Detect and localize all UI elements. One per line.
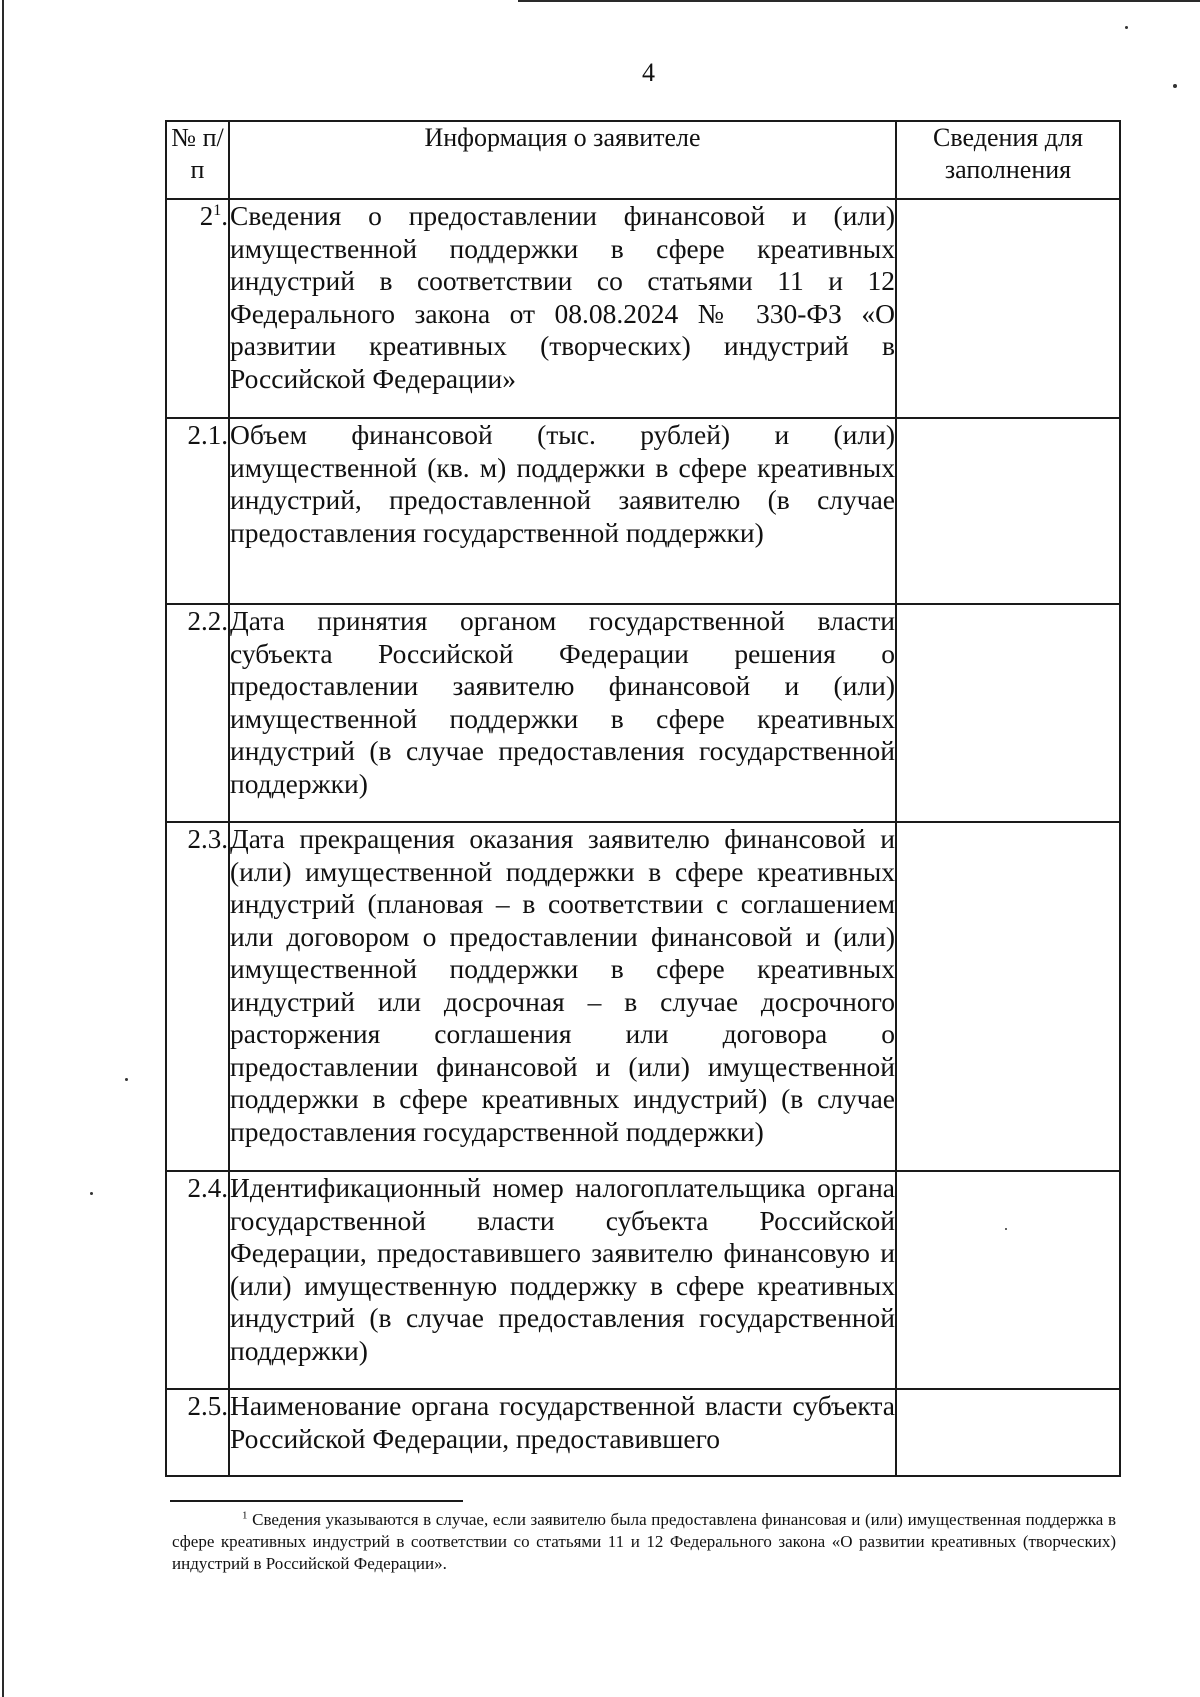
row-fill-cell	[896, 604, 1120, 822]
scan-speck	[1125, 26, 1128, 29]
row-fill-cell	[896, 1171, 1120, 1389]
table-row	[166, 418, 1120, 604]
footnote-divider	[170, 1500, 463, 1502]
table-row	[166, 822, 1120, 1171]
scan-edge-top	[518, 0, 1200, 2]
row-number: 2.2.	[166, 604, 229, 822]
row-fill-cell	[896, 822, 1120, 1171]
scan-speck	[1173, 84, 1177, 88]
row-info: Дата принятия органом государственной власти субъекта Российской Федерации решения о предоставлении заявителю финансовой и (или) имущественной поддержки в сфере креативных индустрий (в случае предоставления государственной поддержки)	[229, 604, 896, 822]
scan-edge-left	[2, 0, 4, 1697]
table-row	[166, 1171, 1120, 1389]
row-fill-cell	[896, 199, 1120, 418]
row-number: 2.1.	[166, 418, 229, 604]
row-number	[166, 199, 229, 418]
row-fill-cell	[896, 418, 1120, 604]
row-info: Наименование органа государственной власти субъекта Российской Федерации, предоставившего	[229, 1389, 896, 1476]
header-info: Информация о заявителе	[229, 121, 896, 199]
scan-speck	[125, 1078, 128, 1081]
row-number-suffix: .	[221, 201, 228, 231]
row-info: Сведения о предоставлении финансовой и (или) имущественной поддержки в сфере креативных индустрий в соответствии со статьями 11 и 12 Федерального закона от 08.08.2024 № 330-ФЗ «О развитии креативных (творческих) индустрий в Российской Федерации»	[229, 199, 896, 418]
table-row	[166, 1389, 1120, 1476]
row-number-main: 2	[199, 201, 214, 231]
footnote	[172, 1509, 1116, 1575]
row-number: 2.5.	[166, 1389, 229, 1476]
page-number: 4	[642, 58, 655, 87]
row-info: Объем финансовой (тыс. рублей) и (или) имущественной (кв. м) поддержки в сфере креативных индустрий, предоставленной заявителю (в случае предоставления государственной поддержки)	[229, 418, 896, 604]
row-info: Дата прекращения оказания заявителю финансовой и (или) имущественной поддержки в сфере креативных индустрий (плановая – в соответствии с соглашением или договором о предоставлении финансовой и (или) имущественной поддержки в сфере креативных индустрий или досрочная – в случае досрочного расторжения соглашения или договора о предоставлении финансовой и (или) имущественной поддержки в сфере креативных индустрий) (в случае предоставления государственной поддержки)	[229, 822, 896, 1171]
scan-speck	[1005, 1228, 1007, 1230]
footnote-marker: 1	[242, 1509, 248, 1522]
table-row	[166, 199, 1120, 418]
scan-speck	[90, 1192, 93, 1195]
row-info: Идентификационный номер налогоплательщика органа государственной власти субъекта Российской Федерации, предоставившего заявителю финансовую и (или) имущественную поддержку в сфере креативных индустрий (в случае предоставления государственной поддержки)	[229, 1171, 896, 1389]
table-header-row	[166, 121, 1120, 199]
row-number: 2.4.	[166, 1171, 229, 1389]
footnote-ref: 1	[213, 202, 222, 219]
row-number: 2.3.	[166, 822, 229, 1171]
footnote-text: Сведения указываются в случае, если заявителю была предоставлена финансовая и (или) имущественная поддержка в сфере креативных индустрий в соответствии со статьями 11 и 12 Федерального закона «О развитии креативных (творческих) индустрий в Российской Федерации».	[172, 1510, 1116, 1573]
header-number: № п/п	[166, 121, 229, 199]
applicant-info-table	[165, 120, 1121, 1477]
table-row	[166, 604, 1120, 822]
row-fill-cell	[896, 1389, 1120, 1476]
header-fill: Сведения для заполнения	[896, 121, 1120, 199]
